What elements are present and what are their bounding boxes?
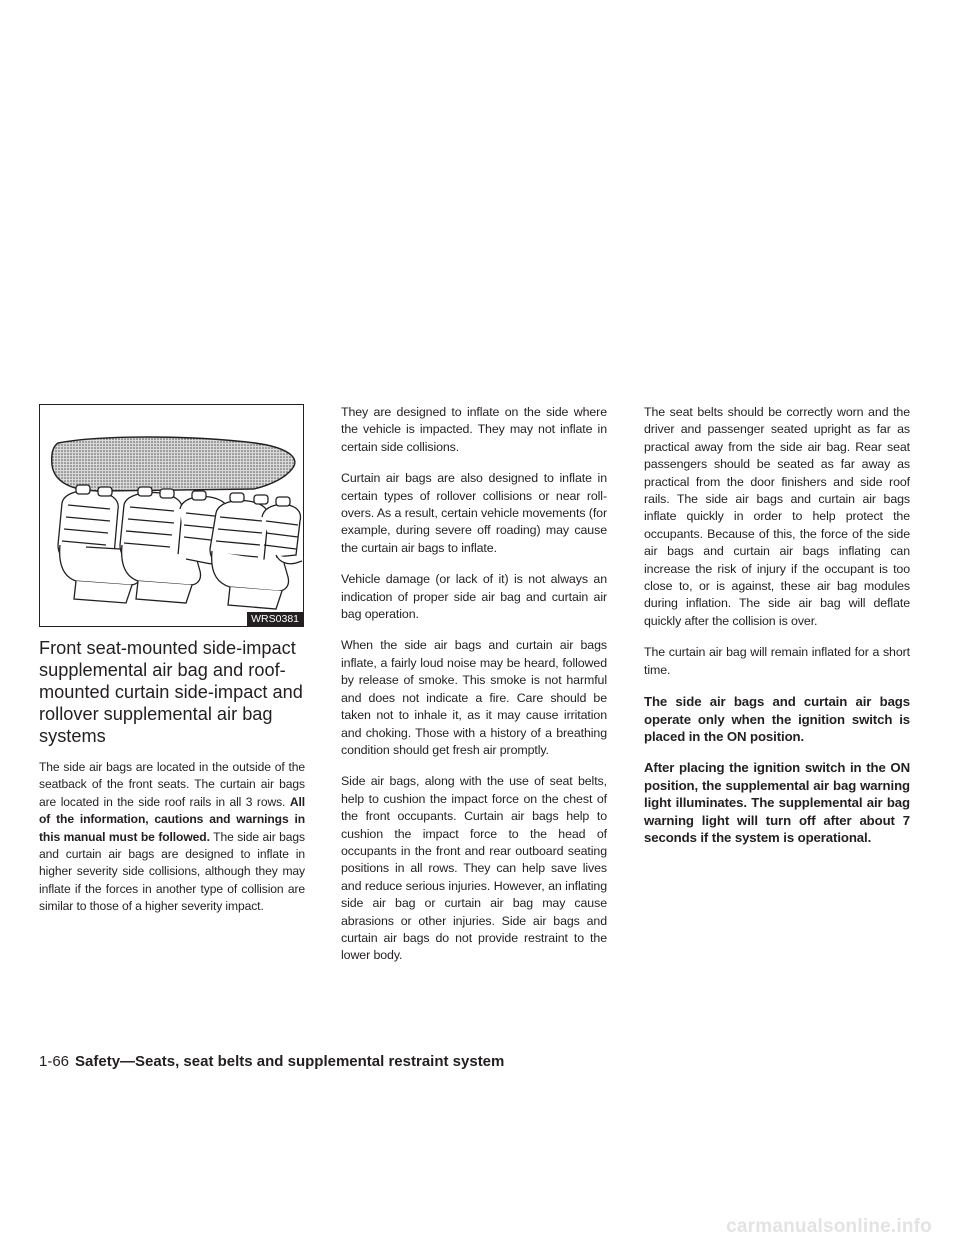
paragraph: Curtain air bags are also designed to inflate in certain types of rollover collisions or near roll-overs. As a result, certain vehicle movements (for example, during severe off roading) may cause the curtain air bags to inflate. [341,471,607,555]
bold-warning-text: All of the information, cautions and warnings in this manual must be followed. [39,794,306,844]
curtain-airbag-shape [52,437,295,491]
column-middle [341,404,607,979]
column-left [39,404,305,930]
paragraph: The curtain air bag will remain inflated for a short time. [644,645,910,677]
seats-curtain-airbag-drawing [40,405,303,626]
paragraph: The seat belts should be correctly worn and the driver and passenger seated upright as far as practical away from the side air bag. Rear seat passengers should be seated as far away as practical from the door finishers and side roof rails. The side air bags and curtain air bags inflate quickly in order to help protect the occupants. Because of this, the force of the side air bags and curtain air bags inflating can increase the risk of injury if the occupant is too close to, or is against, these air bag modules during inflation. The side air bag will deflate quickly after the collision is over. [644,405,910,628]
paragraph: Vehicle damage (or lack of it) is not always an indication of proper side air bag and curtain air bag operation. [341,572,607,622]
page-number: 1-66 [39,1053,70,1070]
bold-paragraph: The side air bags and curtain air bags operate only when the ignition switch is placed in the ON position. [644,694,910,744]
paragraph: When the side air bags and curtain air bags inflate, a fairly loud noise may be heard, followed by release of smoke. This smoke is not harmful and does not indicate a fire. Care should be taken not to inhale it, as it may cause irritation and choking. Those with a history of a breathing condition should get fresh air promptly. [341,638,607,757]
watermark-text[interactable]: carmanualsonline.info [726,1216,932,1237]
paragraph: They are designed to inflate on the side where the vehicle is impacted. They may not inflate in certain side collisions. [341,405,607,454]
section-title: Safety—Seats, seat belts and supplemental restraint system [75,1053,505,1070]
section-heading: Front seat-mounted side-impact supplemental air bag and roof-mounted curtain side-impact and rollover supplemental air bag systems [39,638,303,746]
column-right [644,404,910,860]
airbag-illustration [39,404,304,627]
paragraph: Side air bags, along with the use of seat belts, help to cushion the impact force on the chest of the front occupants. Curtain air bags help to cushion the impact force to the head of occupants in the front and rear outboard seating positions in all rows. They can help save lives and reduce serious injuries. However, an inflating side air bag or curtain air bag may cause abrasions or other injuries. Side air bags and curtain air bags do not provide restraint to the lower body. [341,774,607,963]
bold-paragraph: After placing the ignition switch in the ON position, the supplemental air bag warning light illuminates. The supplemental air bag warning light will turn off after about 7 seconds if the system is operational. [644,760,910,845]
watermark-bar [0,1214,960,1242]
figure-id-label: WRS0381 [247,612,303,626]
paragraph: The side air bags are located in the outside of the seatback of the front seats. The curtain air bags are located in the side roof rails in all 3 rows. All of the information, cautions and warnings in this manual must be followed. The side air bags and curtain air bags are designed to inflate in higher severity side collisions, although they may inflate if the forces in another type of collision are similar to those of a higher severity impact. [39,760,306,914]
page-footer [39,1053,504,1070]
